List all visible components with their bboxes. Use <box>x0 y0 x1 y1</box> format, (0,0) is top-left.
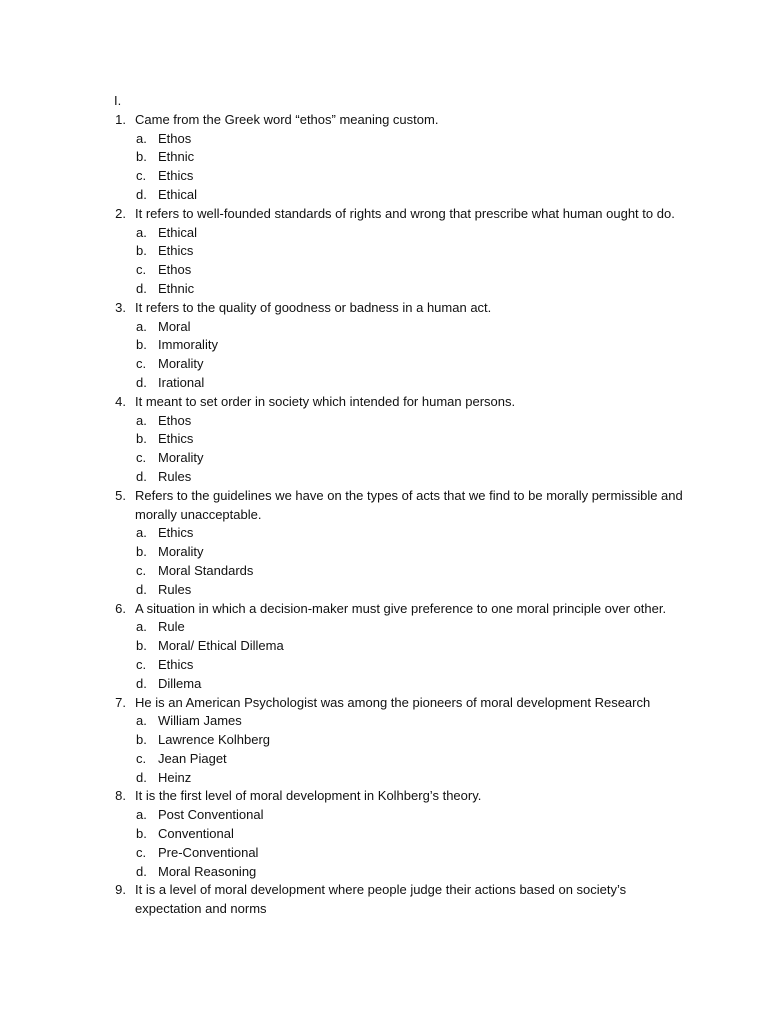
question-number: 1. <box>115 111 126 127</box>
option-letter: d. <box>136 769 147 785</box>
option-letter: c. <box>136 168 147 184</box>
option-letter: d. <box>136 675 147 691</box>
option-text: Ethics <box>158 243 194 259</box>
option-text: Ethos <box>158 262 192 278</box>
answer-option <box>0 224 768 243</box>
question-text: It refers to the quality of goodness or badness in a human act. <box>135 299 492 315</box>
option-letter: c. <box>136 356 147 372</box>
option-text: Dillema <box>158 675 202 691</box>
question-line <box>0 506 768 525</box>
option-text: Morality <box>158 544 204 560</box>
option-letter: c. <box>136 262 147 278</box>
question-text: It is the first level of moral development in Kolhberg’s theory. <box>135 788 482 804</box>
option-text: Ethics <box>158 656 194 672</box>
question-line <box>0 299 768 318</box>
question-text: A situation in which a decision-maker must give preference to one moral principle over other. <box>135 600 667 616</box>
option-text: Ethical <box>158 186 198 202</box>
answer-option <box>0 581 768 600</box>
question-line <box>0 111 768 130</box>
question-text: It is a level of moral development where people judge their actions based on society’s <box>135 882 627 898</box>
option-letter: d. <box>136 374 147 390</box>
option-text: Moral Reasoning <box>158 863 257 879</box>
option-letter: d. <box>136 186 147 202</box>
option-letter: a. <box>136 807 147 823</box>
question-item <box>0 299 768 393</box>
question-number: 4. <box>115 393 126 409</box>
answer-option <box>0 844 768 863</box>
option-text: Ethos <box>158 130 192 146</box>
option-letter: c. <box>136 844 147 860</box>
answer-option <box>0 374 768 393</box>
option-letter: a. <box>136 619 147 635</box>
question-number: 9. <box>115 882 126 898</box>
question-item <box>0 694 768 788</box>
option-letter: c. <box>136 656 147 672</box>
question-line <box>0 900 768 919</box>
option-letter: c. <box>136 450 147 466</box>
option-letter: b. <box>136 243 147 259</box>
answer-option <box>0 750 768 769</box>
option-text: Morality <box>158 356 204 372</box>
answer-option <box>0 637 768 656</box>
option-letter: a. <box>136 713 147 729</box>
question-item <box>0 205 768 299</box>
answer-option <box>0 318 768 337</box>
question-item <box>0 393 768 487</box>
answer-option <box>0 468 768 487</box>
option-letter: a. <box>136 318 147 334</box>
answer-option <box>0 863 768 882</box>
question-text: Came from the Greek word “ethos” meaning custom. <box>135 111 439 127</box>
question-line <box>0 694 768 713</box>
answer-option <box>0 261 768 280</box>
question-item <box>0 881 768 919</box>
question-line <box>0 600 768 619</box>
option-text: Ethnic <box>158 280 195 296</box>
question-text: expectation and norms <box>135 901 267 917</box>
answer-option <box>0 543 768 562</box>
option-letter: d. <box>136 863 147 879</box>
question-line <box>0 205 768 224</box>
answer-option <box>0 618 768 637</box>
option-letter: b. <box>136 544 147 560</box>
option-letter: d. <box>136 581 147 597</box>
option-text: Lawrence Kolhberg <box>158 732 271 748</box>
option-text: Ethos <box>158 412 192 428</box>
answer-option <box>0 242 768 261</box>
answer-option <box>0 280 768 299</box>
option-text: Moral/ Ethical Dillema <box>158 638 284 654</box>
option-text: Jean Piaget <box>158 750 227 766</box>
question-number: 6. <box>115 600 126 616</box>
option-text: Irational <box>158 374 205 390</box>
option-letter: a. <box>136 130 147 146</box>
option-letter: b. <box>136 337 147 353</box>
option-letter: d. <box>136 468 147 484</box>
option-letter: a. <box>136 224 147 240</box>
question-line <box>0 393 768 412</box>
option-text: Rule <box>158 619 185 635</box>
answer-option <box>0 148 768 167</box>
answer-option <box>0 712 768 731</box>
option-letter: a. <box>136 525 147 541</box>
answer-option <box>0 825 768 844</box>
question-line <box>0 881 768 900</box>
option-letter: d. <box>136 280 147 296</box>
answer-option <box>0 524 768 543</box>
question-line <box>0 787 768 806</box>
answer-option <box>0 167 768 186</box>
option-text: Rules <box>158 468 192 484</box>
answer-option <box>0 449 768 468</box>
answer-option <box>0 562 768 581</box>
answer-option <box>0 430 768 449</box>
option-letter: b. <box>136 431 147 447</box>
option-letter: c. <box>136 750 147 766</box>
option-letter: b. <box>136 826 147 842</box>
question-item <box>0 487 768 600</box>
section-label: I. <box>114 93 122 108</box>
option-text: Heinz <box>158 769 192 785</box>
question-number: 2. <box>115 205 126 221</box>
option-letter: b. <box>136 149 147 165</box>
option-letter: b. <box>136 638 147 654</box>
question-text: morally unacceptable. <box>135 506 262 522</box>
option-text: Rules <box>158 581 192 597</box>
question-line <box>0 487 768 506</box>
answer-option <box>0 412 768 431</box>
question-text: It meant to set order in society which intended for human persons. <box>135 393 516 409</box>
option-text: Moral <box>158 318 191 334</box>
option-letter: a. <box>136 412 147 428</box>
question-number: 3. <box>115 299 126 315</box>
question-item <box>0 111 768 205</box>
option-text: Ethics <box>158 525 194 541</box>
option-text: Immorality <box>158 337 218 353</box>
question-number: 7. <box>115 694 126 710</box>
option-text: Pre-Conventional <box>158 844 259 860</box>
option-text: Moral Standards <box>158 562 254 578</box>
document-page <box>0 92 768 919</box>
answer-option <box>0 731 768 750</box>
option-text: Ethics <box>158 431 194 447</box>
question-number: 8. <box>115 788 126 804</box>
question-list <box>0 111 768 919</box>
answer-option <box>0 806 768 825</box>
option-text: Post Conventional <box>158 807 264 823</box>
question-text: He is an American Psychologist was among the pioneers of moral development Research <box>135 694 651 710</box>
answer-option <box>0 769 768 788</box>
answer-option <box>0 186 768 205</box>
question-text: Refers to the guidelines we have on the types of acts that we find to be morally permissible and <box>135 487 683 503</box>
option-text: William James <box>158 713 242 729</box>
option-text: Conventional <box>158 826 234 842</box>
question-number: 5. <box>115 487 126 503</box>
option-text: Ethical <box>158 224 198 240</box>
question-text: It refers to well-founded standards of rights and wrong that prescribe what human ought to do. <box>135 205 675 221</box>
option-letter: c. <box>136 562 147 578</box>
question-item <box>0 787 768 881</box>
option-text: Ethnic <box>158 149 195 165</box>
answer-option <box>0 355 768 374</box>
option-text: Ethics <box>158 168 194 184</box>
option-letter: b. <box>136 732 147 748</box>
answer-option <box>0 130 768 149</box>
answer-option <box>0 656 768 675</box>
answer-option <box>0 675 768 694</box>
answer-option <box>0 336 768 355</box>
option-text: Morality <box>158 450 204 466</box>
question-item <box>0 600 768 694</box>
